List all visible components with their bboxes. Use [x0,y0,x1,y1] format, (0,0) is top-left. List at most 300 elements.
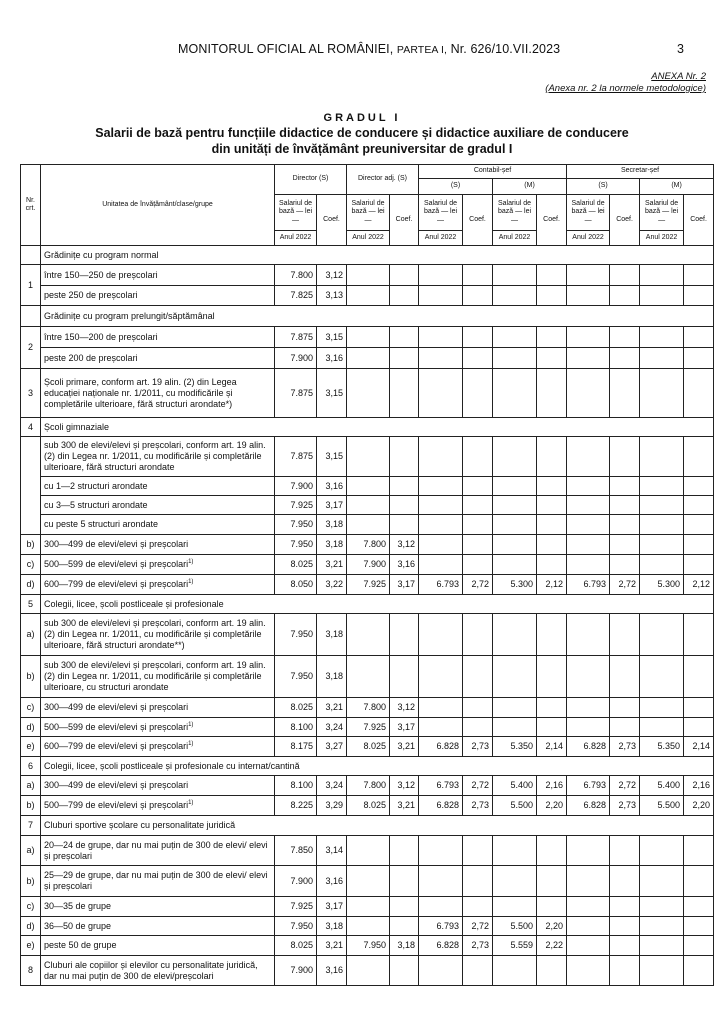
coef-value: 3,18 [317,656,347,698]
table-row [21,897,714,917]
coef-value: 3,17 [390,718,419,737]
page-header [0,42,724,62]
row-number: d) [21,718,41,737]
annex-reference [545,71,706,95]
coef-value [537,555,567,575]
salary-value: 7.950 [275,656,317,698]
salary-value [493,897,537,917]
col-director-adj: Director adj. (S) [347,165,419,195]
salary-value [419,956,463,986]
salary-value: 6.793 [419,575,463,595]
coef-value [610,836,640,866]
salary-value [640,956,684,986]
coef-value: 3,14 [317,836,347,866]
row-label: cu 1—2 structuri arondate [41,477,275,496]
coef-value [463,718,493,737]
table-row [21,515,714,535]
coef-value: 3,21 [390,737,419,757]
salary-value [493,437,537,477]
salary-value [567,555,610,575]
salary-value [567,656,610,698]
coef-value: 3,16 [317,477,347,496]
row-label: 600—799 de elevi/elevi și preșcolari$^{1)}$ [41,575,275,595]
coef-value [610,369,640,418]
coef-value: 3,22 [317,575,347,595]
coef-value [463,437,493,477]
coef-value: 3,17 [317,897,347,917]
salary-value: 7.950 [275,614,317,656]
salary-value [419,515,463,535]
coef-value: 2,20 [537,917,567,936]
salary-value [567,936,610,956]
coef-value [537,437,567,477]
coef-value [390,866,419,897]
coef-value [537,956,567,986]
salary-value [419,897,463,917]
table-row [21,348,714,369]
salary-value [640,917,684,936]
row-label: Școli gimnaziale [41,418,714,437]
salary-value [640,555,684,575]
row-number [21,306,41,327]
coef-value [684,369,714,418]
coef-value [610,286,640,306]
salary-value: 7.925 [347,575,390,595]
row-label: Colegii, licee, școli postliceale și profesionale cu internat/cantină [41,757,714,776]
salary-value [347,327,390,348]
table-row [21,816,714,836]
salary-value [419,327,463,348]
salary-value: 6.793 [567,776,610,796]
salary-value [493,369,537,418]
coef-value [537,327,567,348]
salary-value [419,866,463,897]
salary-value: 8.025 [347,737,390,757]
coef-value [610,327,640,348]
table-row [21,836,714,866]
coef-value [463,956,493,986]
salary-value [640,614,684,656]
row-number: b) [21,535,41,555]
table-row [21,718,714,737]
col-coef: Coef. [537,195,567,246]
salary-value [640,496,684,515]
row-number: 6 [21,757,41,776]
salary-value: 8.100 [275,718,317,737]
row-label: sub 300 de elevi/elevi și preșcolari, conform art. 19 alin. (2) din Legea nr. 1/2011, cu modificările și completările ulterioare, cu structuri arondate [41,656,275,698]
salary-value [640,265,684,286]
footnote-mark: 1) [188,800,194,806]
coef-value [463,369,493,418]
salary-value [347,369,390,418]
salary-value: 7.875 [275,369,317,418]
table-row [21,737,714,757]
col-salary: Salariul de bază — lei — [275,195,317,231]
row-label: 500—599 de elevi/elevi și preșcolari$^{1)}$ [41,718,275,737]
row-label: Cluburi sportive școlare cu personalitate juridică [41,816,714,836]
coef-value: 3,21 [317,555,347,575]
salary-value: 6.793 [567,575,610,595]
coef-value: 3,15 [317,437,347,477]
coef-value [463,698,493,718]
coef-value [537,496,567,515]
publication-title: MONITORUL OFICIAL AL ROMÂNIEI, PARTEA I, Nr. 626/10.VII.2023 [178,42,561,56]
salary-value [493,348,537,369]
salary-value [640,866,684,897]
col-salary: Salariul de bază — lei — [419,195,463,231]
row-number: c) [21,698,41,718]
row-number [21,437,41,535]
coef-value: 3,13 [317,286,347,306]
salary-value [419,718,463,737]
table-row [21,265,714,286]
page-number: 3 [677,42,684,56]
col-salary: Salariul de bază — lei — [640,195,684,231]
table-row [21,246,714,265]
annex-label: ANEXA Nr. 2 [651,71,706,82]
coef-value [390,327,419,348]
coef-value: 3,18 [390,936,419,956]
coef-value [390,656,419,698]
row-number: 3 [21,369,41,418]
row-label: Grădinițe cu program normal [41,246,714,265]
row-number: 2 [21,327,41,369]
col-secretar-m: (M) [640,179,714,195]
row-number: c) [21,555,41,575]
footnote-mark: 1) [188,559,194,565]
coef-value [537,348,567,369]
col-secretar-s: (S) [567,179,640,195]
salary-value [567,535,610,555]
col-salary: Salariul de bază — lei — [567,195,610,231]
row-number: b) [21,656,41,698]
row-number: 8 [21,956,41,986]
coef-value [463,327,493,348]
salary-value: 7.900 [275,477,317,496]
col-contabil-m: (M) [493,179,567,195]
table-row [21,306,714,327]
coef-value: 2,12 [684,575,714,595]
row-label: Școli primare, conform art. 19 alin. (2) din Legea educației naționale nr. 1/2011, cu modificările și completările ulterioare, fără structuri arondate*) [41,369,275,418]
coef-value [390,897,419,917]
salary-value [567,477,610,496]
coef-value [463,897,493,917]
row-label: Colegii, licee, școli postliceale și profesionale [41,595,714,614]
coef-value: 3,12 [317,265,347,286]
col-year: Anul 2022 [493,231,537,246]
coef-value: 3,12 [390,776,419,796]
salary-value: 7.800 [275,265,317,286]
coef-value [610,265,640,286]
row-label: sub 300 de elevi/elevi și preșcolari, conform art. 19 alin. (2) din Legea nr. 1/2011, cu modificările și completările ulterioare, fără structuri arondate [41,437,275,477]
salary-value: 7.800 [347,535,390,555]
coef-value [463,477,493,496]
table-row [21,656,714,698]
coef-value: 3,18 [317,515,347,535]
col-coef: Coef. [317,195,347,246]
salary-value [567,718,610,737]
row-label: peste 200 de preșcolari [41,348,275,369]
table-row [21,776,714,796]
salary-value [419,265,463,286]
salary-value: 8.025 [275,698,317,718]
coef-value: 2,22 [537,936,567,956]
row-number: d) [21,575,41,595]
salary-value [347,437,390,477]
row-label: peste 50 de grupe [41,936,275,956]
salary-value [640,369,684,418]
coef-value: 2,14 [537,737,567,757]
coef-value: 3,17 [317,496,347,515]
coef-value [463,866,493,897]
salary-value [419,614,463,656]
coef-value [610,866,640,897]
salary-value [567,836,610,866]
coef-value [390,917,419,936]
coef-value: 3,18 [317,614,347,656]
table-row [21,496,714,515]
row-label: între 150—200 de preșcolari [41,327,275,348]
salary-value [347,515,390,535]
salary-value: 7.950 [275,515,317,535]
row-number: d) [21,917,41,936]
salary-value [567,515,610,535]
coef-value: 3,15 [317,327,347,348]
table-row [21,575,714,595]
coef-value [390,515,419,535]
salary-value [493,555,537,575]
salary-value [567,496,610,515]
col-year: Anul 2022 [640,231,684,246]
salary-value [567,897,610,917]
salary-value [640,535,684,555]
row-label: 25—29 de grupe, dar nu mai puțin de 300 de elevi/ elevi și preșcolari [41,866,275,897]
row-label: 300—499 de elevi/elevi și preșcolari [41,698,275,718]
salary-value [419,656,463,698]
coef-value: 3,21 [317,698,347,718]
salary-value [493,496,537,515]
salary-value [493,866,537,897]
coef-value [610,718,640,737]
table-row [21,437,714,477]
salary-value: 5.300 [640,575,684,595]
salary-value: 7.875 [275,327,317,348]
row-label: 500—799 de elevi/elevi și preșcolari$^{1)}$ [41,796,275,816]
coef-value: 2,16 [684,776,714,796]
coef-value [463,265,493,286]
row-number: b) [21,866,41,897]
salary-value [493,515,537,535]
salary-value: 7.850 [275,836,317,866]
salary-value: 6.828 [419,796,463,816]
salary-value [640,515,684,535]
coef-value [537,698,567,718]
salary-value: 7.900 [347,555,390,575]
salary-value [347,348,390,369]
salary-value [640,327,684,348]
table-row [21,535,714,555]
coef-value: 3,15 [317,369,347,418]
col-year: Anul 2022 [567,231,610,246]
coef-value [684,917,714,936]
salary-value: 7.950 [275,917,317,936]
salary-value: 5.500 [493,796,537,816]
salary-value [567,369,610,418]
col-coef: Coef. [390,195,419,246]
salary-value [419,369,463,418]
coef-value: 3,18 [317,535,347,555]
coef-value [537,286,567,306]
coef-value: 3,16 [317,956,347,986]
salary-value [419,836,463,866]
salary-value: 5.559 [493,936,537,956]
salary-value: 6.828 [567,796,610,816]
salary-value [347,496,390,515]
table-row [21,917,714,936]
coef-value [684,437,714,477]
coef-value [684,555,714,575]
coef-value [390,956,419,986]
coef-value [610,477,640,496]
coef-value: 3,16 [317,866,347,897]
salary-value: 8.025 [275,555,317,575]
salary-value [493,956,537,986]
salary-value [493,265,537,286]
salary-value: 7.825 [275,286,317,306]
coef-value [610,515,640,535]
salary-value: 5.350 [640,737,684,757]
table-row [21,369,714,418]
table-row [21,595,714,614]
row-label: Cluburi ale copiilor și elevilor cu personalitate juridică, dar nu mai puțin de 300 de elevi/preșcolari [41,956,275,986]
coef-value [684,515,714,535]
salary-value: 7.950 [347,936,390,956]
salary-value [347,286,390,306]
salary-value [493,477,537,496]
salary-value: 8.225 [275,796,317,816]
coef-value [463,656,493,698]
salary-value [640,897,684,917]
salary-value [419,555,463,575]
coef-value [610,348,640,369]
row-label: cu peste 5 structuri arondate [41,515,275,535]
salary-value [419,437,463,477]
col-coef: Coef. [684,195,714,246]
coef-value [610,936,640,956]
coef-value [684,956,714,986]
coef-value [684,836,714,866]
col-coef: Coef. [463,195,493,246]
salary-value [419,698,463,718]
coef-value [684,535,714,555]
col-secretar: Secretar-șef [567,165,714,179]
col-year: Anul 2022 [347,231,390,246]
coef-value: 2,72 [463,776,493,796]
coef-value: 2,16 [537,776,567,796]
salary-value [640,348,684,369]
col-director: Director (S) [275,165,347,195]
salary-value: 6.828 [419,737,463,757]
coef-value [537,477,567,496]
footnote-mark: 1) [188,741,194,747]
coef-value [463,535,493,555]
table-row [21,327,714,348]
col-year: Anul 2022 [275,231,317,246]
table-row [21,614,714,656]
salary-table [20,164,714,986]
coef-value [390,477,419,496]
salary-value: 7.900 [275,348,317,369]
salary-value [419,496,463,515]
coef-value [390,496,419,515]
salary-value [493,327,537,348]
row-number: 5 [21,595,41,614]
row-number: 4 [21,418,41,437]
salary-value: 5.500 [640,796,684,816]
col-salary: Salariul de bază — lei — [493,195,537,231]
coef-value: 2,72 [463,575,493,595]
salary-value [347,265,390,286]
annex-note: (Anexa nr. 2 la normele metodologice) [545,83,706,94]
salary-value [493,656,537,698]
coef-value: 2,73 [463,796,493,816]
salary-value: 7.800 [347,698,390,718]
salary-value: 7.950 [275,535,317,555]
coef-value [537,836,567,866]
salary-value [347,836,390,866]
salary-value: 8.050 [275,575,317,595]
salary-value: 7.925 [275,496,317,515]
coef-value [463,836,493,866]
coef-value [610,698,640,718]
coef-value: 3,16 [317,348,347,369]
row-number: 1 [21,265,41,306]
row-number: b) [21,796,41,816]
salary-value [347,897,390,917]
salary-value [567,327,610,348]
coef-value [684,477,714,496]
coef-value [684,698,714,718]
coef-value: 2,73 [610,737,640,757]
salary-value: 5.500 [493,917,537,936]
table-row [21,286,714,306]
salary-value: 7.900 [275,956,317,986]
table-row [21,866,714,897]
table-row [21,555,714,575]
coef-value: 3,27 [317,737,347,757]
col-unit: Unitatea de învățământ/clase/grupe [41,165,275,246]
coef-value [610,897,640,917]
salary-value: 6.828 [567,737,610,757]
salary-value: 5.400 [640,776,684,796]
coef-value [537,614,567,656]
coef-value: 3,17 [390,575,419,595]
coef-value [537,897,567,917]
salary-value [567,917,610,936]
coef-value [537,265,567,286]
coef-value [463,614,493,656]
table-row [21,757,714,776]
grade-heading: GRADUL I [323,112,401,124]
salary-value [419,286,463,306]
salary-value: 5.400 [493,776,537,796]
salary-value: 6.793 [419,917,463,936]
salary-value [493,698,537,718]
coef-value [390,265,419,286]
salary-value [493,535,537,555]
table-row [21,936,714,956]
coef-value: 2,72 [610,575,640,595]
